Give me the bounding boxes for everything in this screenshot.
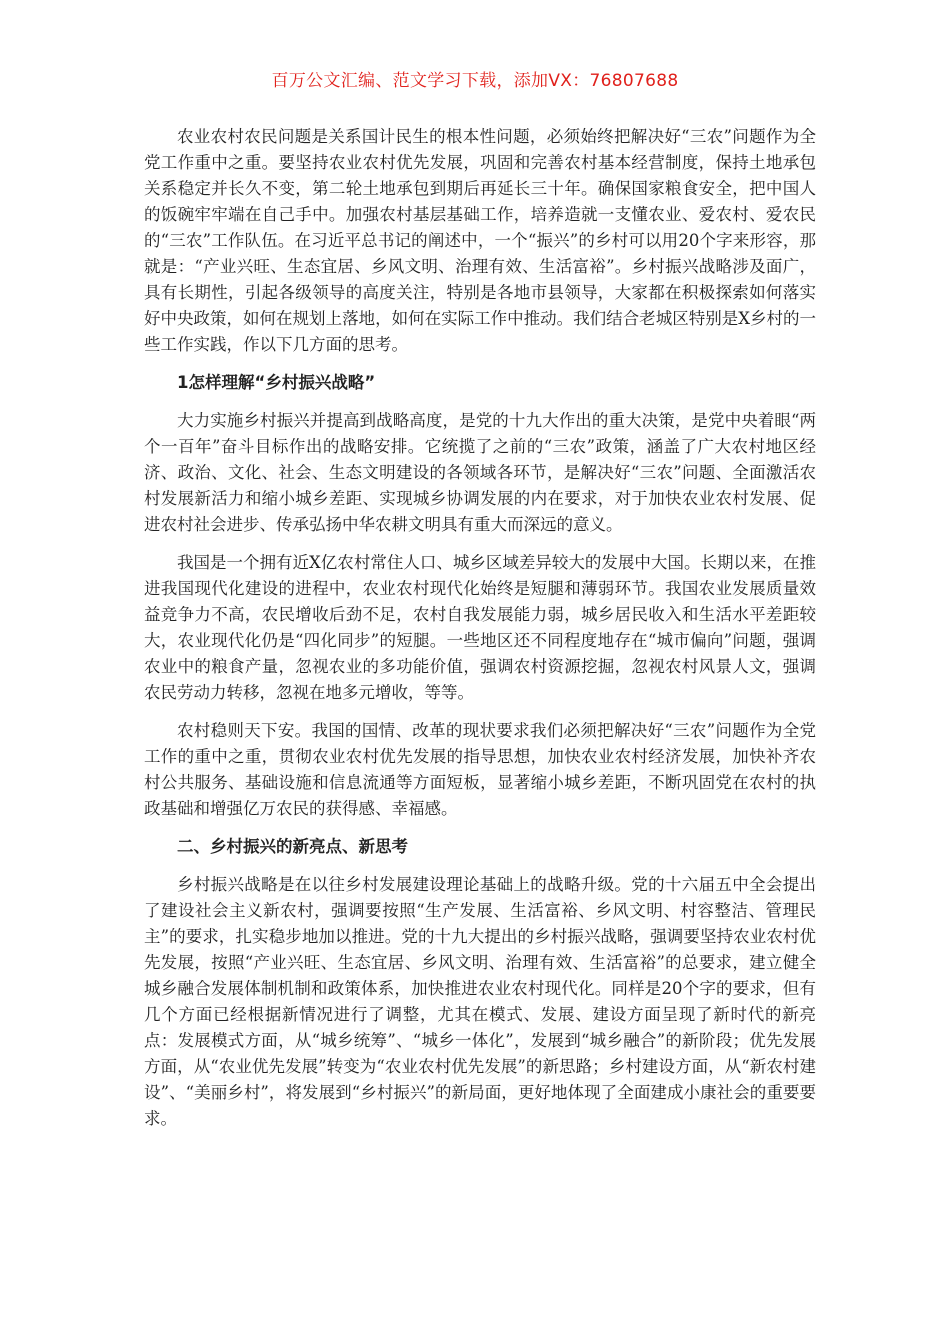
paragraph-rural-stability: 农村稳则天下安。我国的国情、改革的现状要求我们必须把解决好“三农”问题作为全党工作的重中之重，贯彻农业农村优先发展的指导思想，加快农业农村经济发展，加快补齐农村公共服务、基础设施和信息流通等方面短板，显著缩小城乡差距，不断巩固党在农村的执政基础和增强亿万农民的获得感、幸福感。: [144, 721, 816, 818]
paragraph-intro: 农业农村农民问题是关系国计民生的根本性问题，必须始终把解决好“三农”问题作为全党工作重中之重。要坚持农业农村优先发展，巩固和完善农村基本经营制度，保持土地承包关系稳定并长久不变，第二轮土地承包到期后再延长三十年。确保国家粮食安全，把中国人的饭碗牢牢端在自己手中。加强农村基层基础工作，培养造就一支懂农业、爱农村、爱农民的“三农”工作队伍。在习近平总书记的阐述中，一个“振兴”的乡村可以用20个字来形容，那就是：“产业兴旺、生态宜居、乡风文明、治理有效、生活富裕”。乡村振兴战略涉及面广，具有长期性，引起各级领导的高度关注，特别是各地市县领导，大家都在积极探索如何落实好中央政策，如何在规划上落地，如何在实际工作中推动。我们结合老城区特别是X乡村的一些工作实践，作以下几方面的思考。: [144, 127, 816, 354]
paragraph-national-situation: 我国是一个拥有近X亿农村常住人口、城乡区域差异较大的发展中大国。长期以来，在推进我国现代化建设的进程中，农业农村现代化始终是短腿和薄弱环节。我国农业发展质量效益竞争力不高，农民增收后劲不足，农村自我发展能力弱，城乡居民收入和生活水平差距较大，农业现代化仍是“四化同步”的短腿。一些地区还不同程度地存在“城市偏向”问题，强调农业中的粮食产量，忽视农业的多功能价值，强调农村资源挖掘，忽视农村风景人文，强调农民劳动力转移，忽视在地多元增收，等等。: [144, 553, 816, 702]
paragraph-strategy-meaning: 大力实施乡村振兴并提高到战略高度，是党的十九大作出的重大决策，是党中央着眼“两个一百年”奋斗目标作出的战略安排。它统揽了之前的“三农”政策，涵盖了广大农村地区经济、政治、文化、社会、生态文明建设的各领域各环节，是解决好“三农”问题、全面激活农村发展新活力和缩小城乡差距、实现城乡协调发展的内在要求，对于加快农业农村发展、促进农村社会进步、传承弘扬中华农耕文明具有重大而深远的意义。: [144, 411, 816, 534]
section-heading-1: 1怎样理解“乡村振兴战略”: [177, 373, 376, 392]
header-banner: 百万公文汇编、范文学习下载，添加VX：76807688: [271, 71, 679, 91]
document-body: [144, 124, 816, 1144]
paragraph-new-highlights: 乡村振兴战略是在以往乡村发展建设理论基础上的战略升级。党的十六届五中全会提出了建设社会主义新农村，强调要按照“生产发展、生活富裕、乡风文明、村容整洁、管理民主”的要求，扎实稳步地加以推进。党的十九大提出的乡村振兴战略，强调要坚持农业农村优先发展，按照“产业兴旺、生态宜居、乡风文明、治理有效、生活富裕”的总要求，建立健全城乡融合发展体制机制和政策体系，加快推进农业农村现代化。同样是20个字的要求，但有几个方面已经根据新情况进行了调整，尤其在模式、发展、建设方面呈现了新时代的新亮点：发展模式方面，从“城乡统筹”、“城乡一体化”，发展到“城乡融合”的新阶段；优先发展方面，从“农业优先发展”转变为“农业农村优先发展”的新思路；乡村建设方面，从“新农村建设”、“美丽乡村”，将发展到“乡村振兴”的新局面，更好地体现了全面建成小康社会的重要要求。: [144, 875, 816, 1128]
section-heading-2: 二、乡村振兴的新亮点、新思考: [177, 837, 408, 856]
